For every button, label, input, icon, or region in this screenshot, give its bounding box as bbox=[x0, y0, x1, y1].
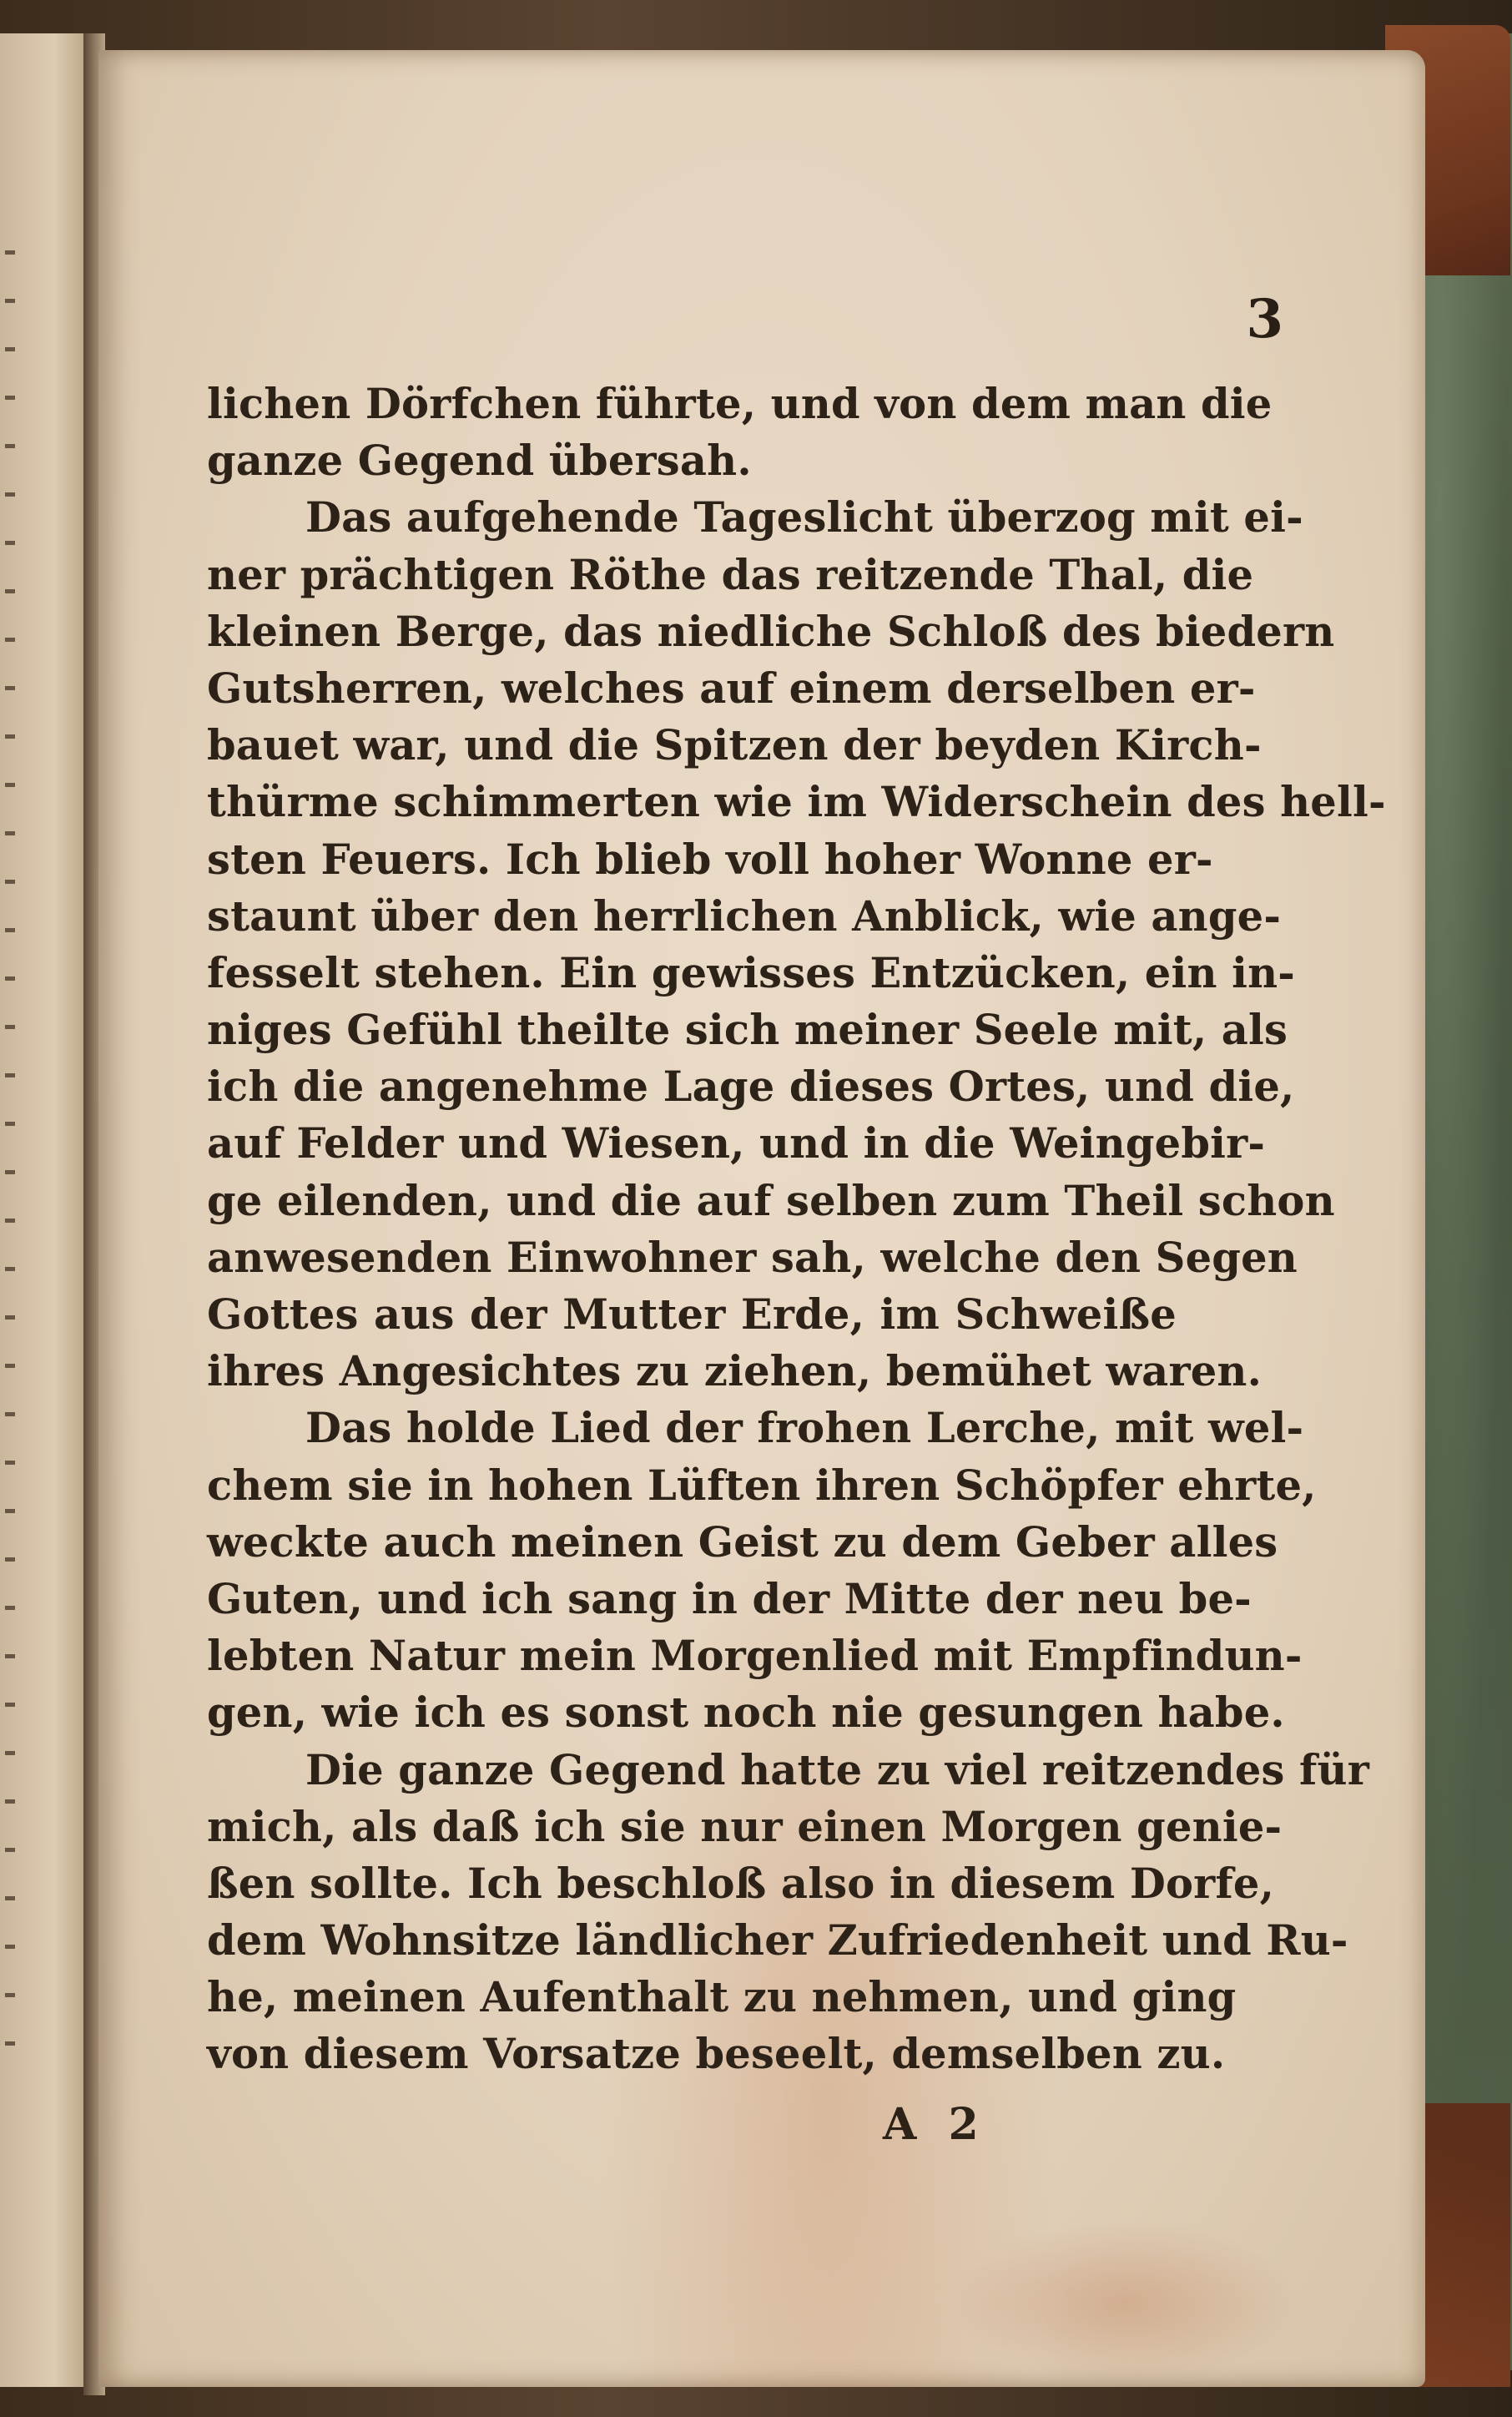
text-line: von diesem Vorsatze beseelt, demselben zu. bbox=[207, 2030, 1226, 2079]
page-number: 3 bbox=[1246, 288, 1283, 351]
text-line: chem sie in hohen Lüften ihren Schöpfer ehrte, bbox=[207, 1461, 1317, 1510]
text-line: niges Gefühl theilte sich meiner Seele mit, als bbox=[207, 1006, 1288, 1055]
text-line: ich die angenehme Lage dieses Ortes, und die, bbox=[207, 1062, 1295, 1112]
text-line: sten Feuers. Ich blieb voll hoher Wonne er- bbox=[207, 835, 1213, 884]
text-line: ner prächtigen Röthe das reitzende Thal, die bbox=[207, 550, 1254, 599]
text-line: anwesenden Einwohner sah, welche den Segen bbox=[207, 1233, 1298, 1282]
water-stain bbox=[950, 2220, 1300, 2387]
text-line: Gottes aus der Mutter Erde, im Schweiße bbox=[207, 1290, 1177, 1339]
text-line: fesselt stehen. Ein gewisses Entzücken, ein in- bbox=[207, 948, 1296, 997]
text-line: lebten Natur mein Morgenlied mit Empfindun- bbox=[207, 1632, 1303, 1681]
text-line: Das aufgehende Tageslicht überzog mit ei- bbox=[305, 493, 1303, 542]
text-line: auf Felder und Wiesen, und in die Weingebir- bbox=[207, 1119, 1266, 1168]
text-line: he, meinen Aufenthalt zu nehmen, und ging bbox=[207, 1973, 1237, 2022]
page-text-block bbox=[207, 376, 1386, 2083]
text-line: weckte auch meinen Geist zu dem Geber alles bbox=[207, 1517, 1278, 1567]
text-line: bauet war, und die Spitzen der beyden Kirch- bbox=[207, 721, 1262, 770]
text-line: ihres Angesichtes zu ziehen, bemühet waren. bbox=[207, 1347, 1263, 1396]
signature-mark: A 2 bbox=[883, 2099, 987, 2150]
text-line: lichen Dörfchen führte, und von dem man die bbox=[207, 380, 1273, 428]
text-line: dem Wohnsitze ländlicher Zufriedenheit und Ru- bbox=[207, 1916, 1348, 1965]
facing-page-edge bbox=[0, 33, 90, 2387]
text-line: Das holde Lied der frohen Lerche, mit wel- bbox=[305, 1404, 1304, 1453]
text-line: gen, wie ich es sonst noch nie gesungen habe. bbox=[207, 1688, 1285, 1738]
text-line: Guten, und ich sang in der Mitte der neu be- bbox=[207, 1574, 1252, 1623]
text-line: ge eilenden, und die auf selben zum Theil schon bbox=[207, 1176, 1335, 1225]
text-line: mich, als daß ich sie nur einen Morgen genie- bbox=[207, 1802, 1283, 1851]
book-page bbox=[98, 50, 1425, 2387]
facing-page-text-fragments bbox=[5, 250, 15, 2086]
text-line: ganze Gegend übersah. bbox=[207, 436, 752, 486]
text-line: ßen sollte. Ich beschloß also in diesem Dorfe, bbox=[207, 1859, 1275, 1908]
text-line: staunt über den herrlichen Anblick, wie ange- bbox=[207, 891, 1282, 941]
text-line: thürme schimmerten wie im Widerschein des hell- bbox=[207, 778, 1386, 827]
text-line: kleinen Berge, das niedliche Schloß des biedern bbox=[207, 607, 1335, 656]
text-line: Die ganze Gegend hatte zu viel reitzendes für bbox=[305, 1745, 1370, 1794]
text-line: Gutsherren, welches auf einem derselben er- bbox=[207, 664, 1256, 713]
